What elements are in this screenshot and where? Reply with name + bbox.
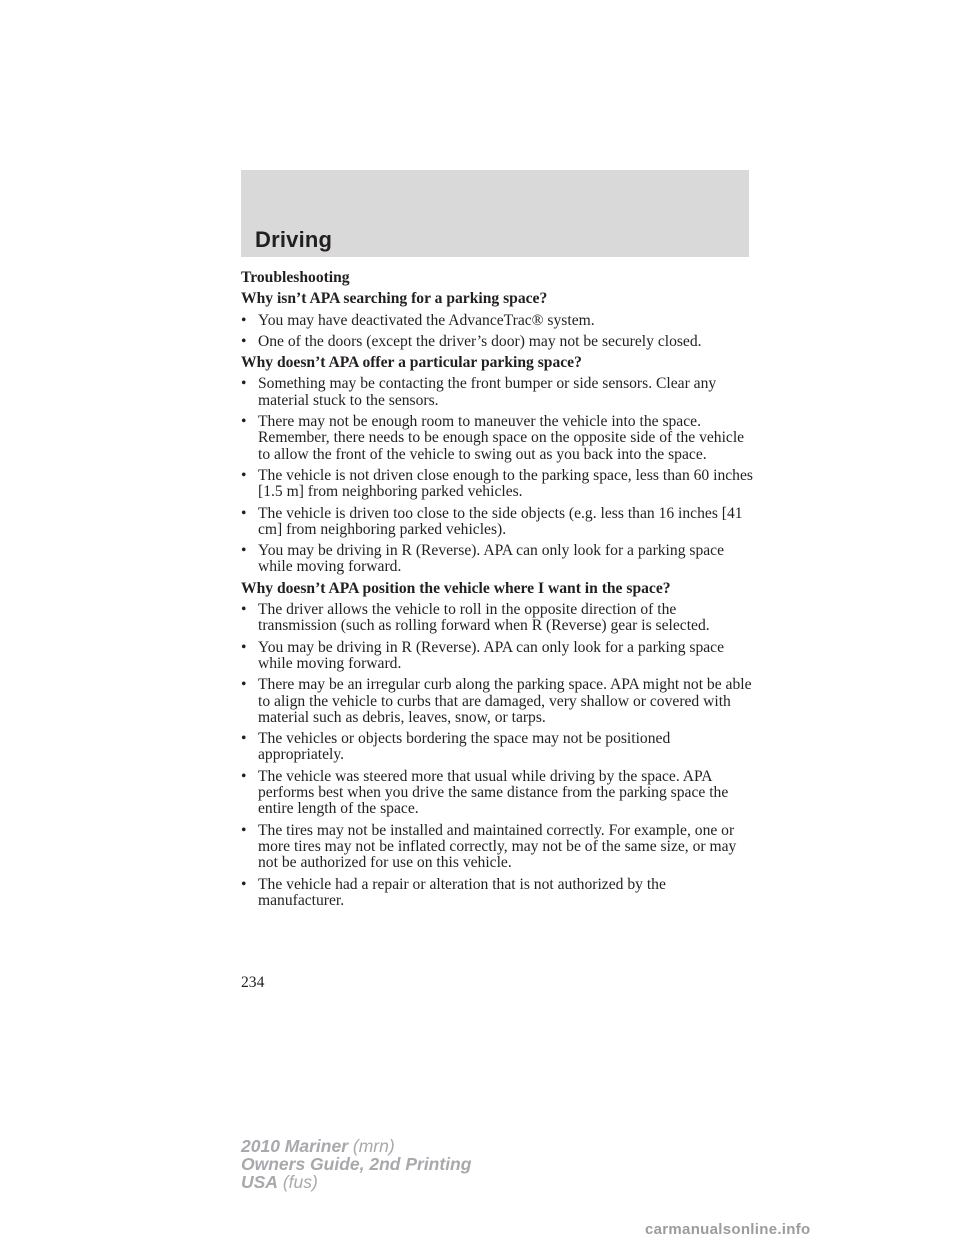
page-content <box>241 270 753 914</box>
page-number: 234 <box>241 974 265 991</box>
list-item-text: The vehicle was steered more that usual while driving by the space. APA performs best when you drive the same distance from the parking space the entire length of the space. <box>258 767 729 818</box>
section-header-band <box>241 170 749 257</box>
list-item <box>241 376 753 409</box>
list-item-text: There may be an irregular curb along the parking space. APA might not be able to align the vehicle to curbs that are damaged, very shallow or covered with material such as debris, leaves, snow, or tarps. <box>258 676 752 726</box>
bullet-icon: • <box>241 375 247 393</box>
list-item-text: The vehicle is driven too close to the side objects (e.g. less than 16 inches [41 cm] from neighboring parked vehicles). <box>258 504 743 538</box>
list-item-text: You may be driving in R (Reverse). APA can only look for a parking space while moving forward. <box>258 542 725 576</box>
list-item-text: You may have deactivated the AdvanceTrac® system. <box>258 311 595 329</box>
list-item <box>241 769 753 818</box>
list-item-text: You may be driving in R (Reverse). APA can only look for a parking space while moving forward. <box>258 638 725 672</box>
footer-line-region <box>241 1173 471 1191</box>
bullet-icon: • <box>241 875 247 893</box>
footer-model-code: (mrn) <box>352 1136 395 1156</box>
footer-imprint <box>241 1137 471 1191</box>
bullet-icon: • <box>241 413 247 431</box>
bullet-icon: • <box>241 311 247 329</box>
footer-line-guide <box>241 1155 471 1173</box>
question-heading: Why doesn’t APA offer a particular parking space? <box>241 354 582 372</box>
bullet-icon: • <box>241 542 247 560</box>
question-heading: Why isn’t APA searching for a parking space? <box>241 290 548 308</box>
bullet-icon: • <box>241 332 247 350</box>
list-item <box>241 640 753 673</box>
bullet-icon: • <box>241 638 247 656</box>
watermark-text: carmanualsonline.info <box>645 1221 811 1238</box>
troubleshooting-heading: Troubleshooting <box>241 269 350 286</box>
bullet-icon: • <box>241 601 247 619</box>
list-item <box>241 823 753 872</box>
footer-guide: Owners Guide, 2nd Printing <box>241 1154 472 1174</box>
list-item <box>241 677 753 726</box>
list-item-text: The vehicle is not driven close enough to the parking space, less than 60 inches [1.5 m] from neighboring parked vehicles. <box>258 466 753 501</box>
list-item <box>241 468 753 501</box>
footer-region-code: (fus) <box>282 1172 318 1192</box>
list-item-text: One of the doors (except the driver’s door) may not be securely closed. <box>258 332 702 350</box>
bullet-list <box>241 376 753 575</box>
list-item <box>241 731 753 764</box>
bullet-icon: • <box>241 730 247 748</box>
list-item-text: There may not be enough room to maneuver the vehicle into the space. Remember, there needs to be enough space on the opposite side of the vehicle to allow the front of the vehicle to swing out as you back into the space. <box>258 413 745 463</box>
question-heading: Why doesn’t APA position the vehicle where I want in the space? <box>241 579 671 597</box>
footer-region: USA <box>241 1172 278 1192</box>
list-item <box>241 877 753 910</box>
bullet-icon: • <box>241 821 247 839</box>
list-item <box>241 313 753 329</box>
footer-model: 2010 Mariner <box>241 1136 349 1156</box>
list-item-text: The driver allows the vehicle to roll in the opposite direction of the transmission (such as rolling forward when R (Reverse) gear is selected. <box>258 601 710 635</box>
list-item <box>241 543 753 576</box>
section-header-title: Driving <box>255 227 333 252</box>
bullet-icon: • <box>241 466 247 484</box>
list-item-text: The tires may not be installed and maintained correctly. For example, one or more tires may not be inflated correctly, may not be of the same size, or may not be authorized for use on this vehicle. <box>258 821 737 872</box>
list-item-text: Something may be contacting the front bumper or side sensors. Clear any material stuck to the sensors. <box>258 375 717 409</box>
list-item <box>241 602 753 635</box>
list-item <box>241 506 753 539</box>
bullet-icon: • <box>241 767 247 785</box>
list-item <box>241 414 753 463</box>
list-item-text: The vehicles or objects bordering the space may not be positioned appropriately. <box>258 730 671 764</box>
list-item <box>241 334 753 350</box>
bullet-list <box>241 313 753 351</box>
bullet-icon: • <box>241 676 247 694</box>
bullet-list <box>241 602 753 909</box>
footer-line-model <box>241 1137 471 1155</box>
list-item-text: The vehicle had a repair or alteration that is not authorized by the manufacturer. <box>258 875 666 909</box>
bullet-icon: • <box>241 504 247 522</box>
